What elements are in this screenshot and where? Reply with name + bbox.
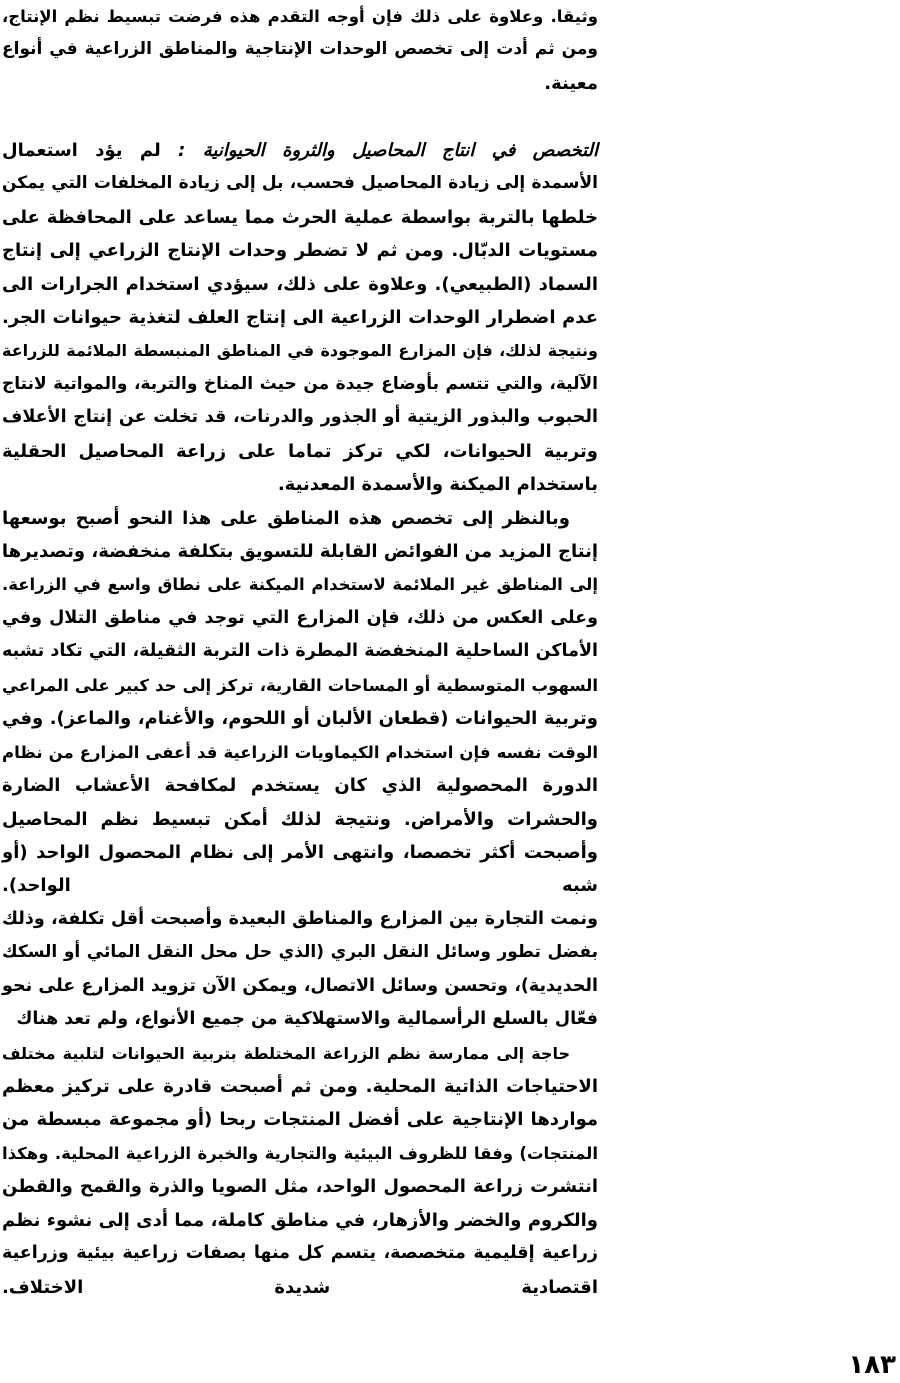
blank-line	[2, 100, 598, 133]
text-line: إنتاج المزيد من الفوائض القابلة للتسويق بتكلفة منخفضة، وتصديرها	[1, 541, 598, 562]
text-line: الأسمدة إلى زيادة المحاصيل فحسب، بل إلى زيادة المخلفات التي يمكن	[2, 173, 598, 194]
text-line: بفضل تطور وسائل النقل البري (الذي حل محل النقل المائي أو السكك	[2, 942, 598, 963]
text-line: شبه الواحد).	[2, 875, 598, 897]
text-line: الحبوب والبذور الزيتية أو الجذور والدرنات، قد تخلت عن إنتاج الأعلاف	[2, 407, 598, 428]
text-line: ونتيجة لذلك، فإن المزارع الموجودة في المناطق المنبسطة الملائمة للزراعة	[2, 341, 598, 361]
text-line: معينة.	[544, 72, 598, 94]
text-line: الأماكن الساحلية المنخفضة المطرة ذات التربة الثقيلة، التي تكاد تشبه	[2, 641, 598, 662]
text-line: مواردها الإنتاجية على أفضل المنتجات ربحا (أو مجموعة مبسطة من	[2, 1109, 598, 1131]
text-line: الدورة المحصولية الذي كان يستخدم لمكافحة الأعشاب الضارة	[2, 775, 598, 797]
text-line: حاجة إلى ممارسة نظم الزراعة المختلطة بتربية الحيوانات لتلبية مختلف	[2, 1043, 570, 1063]
text-line: باستخدام الميكنة والأسمدة المعدنية.	[277, 474, 598, 496]
text-line: اقتصادية شديدة الاختلاف.	[2, 1276, 598, 1298]
heading-rest: لم يؤد استعمال	[2, 139, 179, 161]
text-line: زراعية إقليمية متخصصة، يتسم كل منها بصفات زراعية بيئية وزراعية	[2, 1243, 598, 1264]
body-text	[2, 0, 598, 1304]
text-line: والحشرات والأمراض. ونتيجة لذلك أمكن تبسيط نظم المحاصيل	[2, 808, 598, 830]
page-number: ١٨٣	[848, 1350, 896, 1380]
text-line: وتربية الحيوانات (قطعان الألبان أو اللحوم، والأغنام، والماعز). وفي	[2, 708, 598, 730]
text-line: الحديدية)، وتحسن وسائل الاتصال، ويمكن الآن تزويد المزارع على نحو	[2, 975, 598, 996]
text-line: والكروم والخضر والأزهار، في مناطق كاملة، مما أدى إلى نشوء نظم	[2, 1209, 598, 1231]
heading-line	[2, 134, 598, 167]
text-line: خلطها بالتربة بواسطة عملية الحرث مما يساعد على المحافظة على	[2, 206, 598, 228]
text-line: وأصبحت أكثر تخصصا، وانتهى الأمر إلى نظام المحصول الواحد (أو	[2, 841, 598, 863]
text-line: الوقت نفسه فإن استخدام الكيماويات الزراعية قد أعفى المزارع من نظام	[2, 742, 598, 762]
text-line: الاحتياجات الذاتية المحلية. ومن ثم أصبحت قادرة على تركيز معظم	[2, 1076, 598, 1097]
text-line: وثيقا. وعلاوة على ذلك فإن أوجه التقدم هذه فرضت تبسيط نظم الإنتاج،	[2, 7, 598, 26]
text-line: ونمت التجارة بين المزارع والمناطق البعيدة وأصبحت أقل تكلفة، وذلك	[2, 908, 598, 929]
text-line: فعّال بالسلع الرأسمالية والاستهلاكية من جميع الأنواع، ولم تعد هناك	[16, 1009, 598, 1030]
section-heading: التخصص في انتاج المحاصيل والثروة الحيوانية :	[178, 139, 598, 161]
text-line: المنتجات) وفقا للظروف البيئية والتجارية والخبرة الزراعية المحلية. وهكذا	[2, 1143, 598, 1163]
text-line: وبالنظر إلى تخصص هذه المناطق على هذا النحو أصبح بوسعها	[2, 507, 570, 529]
text-line: وتربية الحيوانات، لكي تركز تماما على زراعة المحاصيل الحقلية	[2, 440, 598, 462]
text-line: وعلى العكس من ذلك، فإن المزارع التي توجد في مناطق التلال وفي	[2, 607, 598, 628]
text-line: مستويات الدبّال. ومن ثم لا تضطر وحدات الإنتاج الزراعي إلى إنتاج	[2, 240, 598, 262]
text-line: إلى المناطق غير الملائمة لاستخدام الميكنة على نطاق واسع في الزراعة.	[2, 575, 598, 595]
text-line: عدم اضطرار الوحدات الزراعية الى إنتاج العلف لتغذية حيوانات الجر.	[2, 306, 598, 328]
text-line: الآلية، والتي تتسم بأوضاع جيدة من حيث المناخ والتربة، والمواتية لانتاج	[2, 373, 598, 394]
text-line: انتشرت زراعة المحصول الواحد، مثل الصويا والذرة والقمح والقطن	[2, 1176, 598, 1198]
text-line: السماد (الطبيعي). وعلاوة على ذلك، سيؤدي استخدام الجرارات الى	[2, 273, 598, 295]
text-line: السهوب المتوسطية أو المساحات القارية، تركز إلى حد كبير على المراعي	[2, 675, 598, 695]
text-line: ومن ثم أدت إلى تخصص الوحدات الإنتاجية والمناطق الزراعية في أنواع	[2, 39, 598, 60]
